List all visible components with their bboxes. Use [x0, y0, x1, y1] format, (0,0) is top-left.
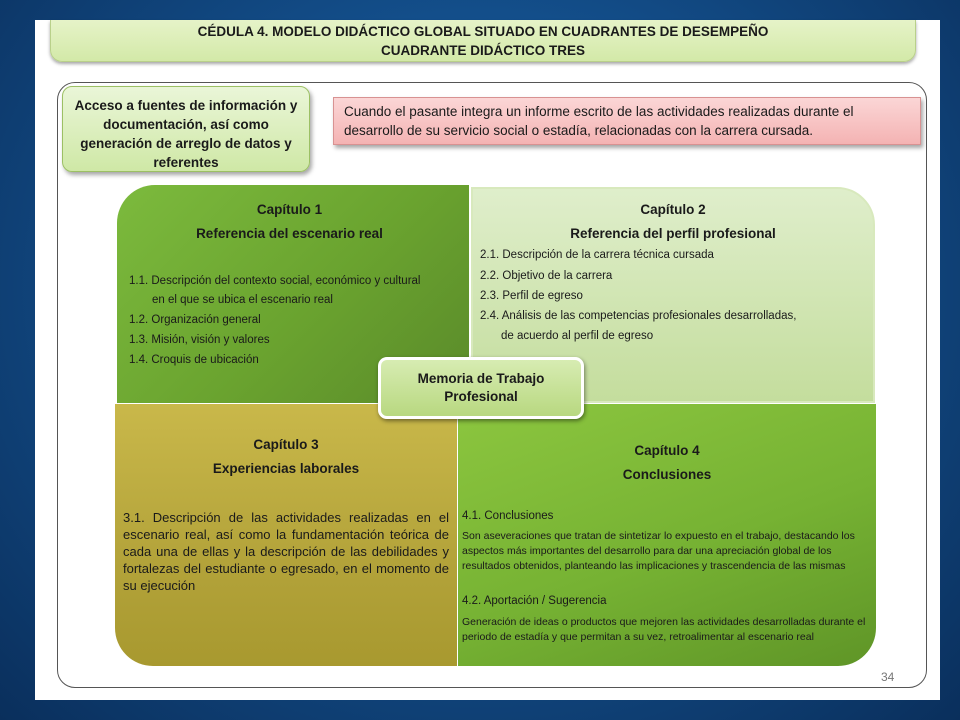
chapter-2-item: de acuerdo al perfil de egreso	[501, 330, 654, 342]
quadrant-chapter-3	[115, 404, 457, 666]
chapter-1-item: 1.4. Croquis de ubicación	[129, 354, 259, 366]
chapter-1-item: 1.2. Organización general	[129, 314, 261, 326]
chapter-2-subtitle: Referencia del perfil profesional	[570, 226, 776, 241]
title-bar	[50, 20, 916, 62]
chapter-4-section-2-title: 4.2. Aportación / Sugerencia	[462, 595, 607, 607]
chapter-3-subtitle: Experiencias laborales	[212, 461, 360, 476]
title-line-2: CUADRANTE DIDÁCTICO TRES	[381, 43, 585, 58]
chapter-4-section-1-title: 4.1. Conclusiones	[462, 510, 554, 522]
quadrant-chapter-4	[458, 404, 876, 666]
chapter-2-item: 2.1. Descripción de la carrera técnica cursada	[480, 249, 714, 261]
chapter-3-title: Capítulo 3	[253, 437, 319, 452]
access-info-box: Acceso a fuentes de información y documentación, así como generación de arreglo de datos y referentes	[62, 86, 310, 172]
slide	[35, 20, 940, 700]
chapter-3-text: 3.1. Descripción de las actividades realizadas en el escenario real, así como la fundamentación teórica de cada una de ellas y la descripción de las debilidades y fortalezas del estudiante o egresado, en el momento de su ejecución	[123, 510, 449, 593]
chapter-2-item: 2.4. Análisis de las competencias profesionales desarrolladas,	[480, 310, 797, 322]
chapter-2-item: 2.2. Objetivo de la carrera	[480, 270, 613, 282]
chapter-1-title: Capítulo 1	[256, 202, 323, 217]
description-box: Cuando el pasante integra un informe escrito de las actividades realizadas durante el desarrollo de su servicio social o estadía, relacionadas con la carrera cursada.	[333, 97, 921, 145]
chapter-1-item: 1.1. Descripción del contexto social, económico y cultural	[129, 275, 421, 287]
center-box-memoria	[378, 357, 584, 419]
page-number: 34	[881, 670, 895, 684]
center-line-1: Memoria de Trabajo	[417, 371, 545, 386]
chapter-4-section-1-text: Son aseveraciones que tratan de sintetizar lo expuesto en el trabajo, destacando los aspectos más importantes del desarrollo para dar una apreciación global de los resultados obtenidos, planteando las implicaciones y trascendencia de las mismas	[462, 530, 855, 572]
chapter-4-subtitle: Conclusiones	[622, 467, 712, 482]
chapter-1-item: en el que se ubica el escenario real	[152, 294, 333, 306]
chapter-4-title: Capítulo 4	[634, 443, 700, 458]
chapter-2-item: 2.3. Perfil de egreso	[480, 290, 583, 302]
chapter-2-title: Capítulo 2	[640, 202, 706, 217]
center-line-2: Profesional	[444, 389, 518, 404]
title-line-1: CÉDULA 4. MODELO DIDÁCTICO GLOBAL SITUADO EN CUADRANTES DE DESEMPEÑO	[197, 24, 769, 39]
chapter-1-item: 1.3. Misión, visión y valores	[129, 334, 270, 346]
chapter-4-section-2-text: Generación de ideas o productos que mejoren las actividades desarrolladas durante el periodo de estadía y que permitan a su vez, retroalimentar al escenario real	[462, 616, 866, 643]
chapter-1-subtitle: Referencia del escenario real	[196, 226, 383, 241]
